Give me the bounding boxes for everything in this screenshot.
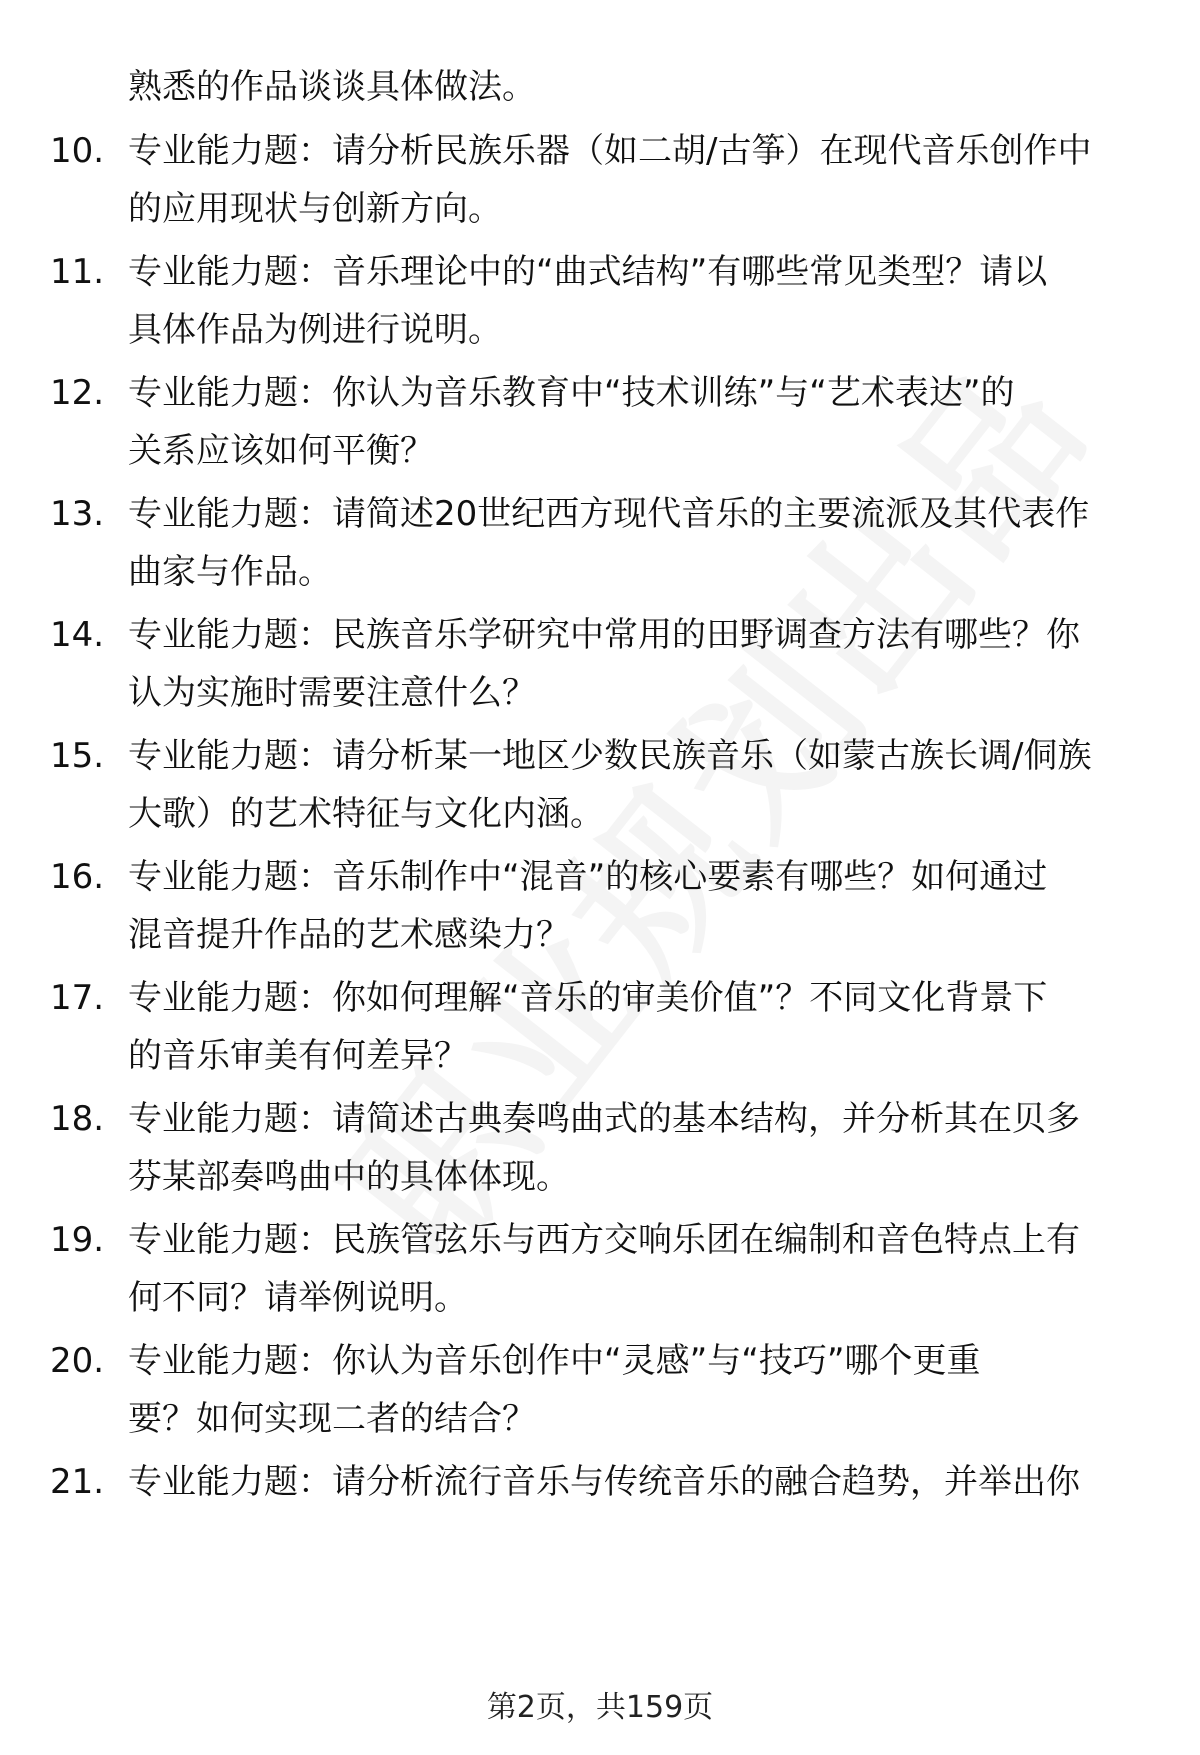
question-text (128, 848, 1158, 964)
question-text (128, 1332, 1158, 1448)
question-number: 20. (50, 1341, 105, 1381)
question-line: 大歌）的艺术特征与文化内涵。 (128, 794, 604, 834)
question-line: 芬某部奏鸣曲中的具体体现。 (128, 1157, 570, 1197)
question-line: 具体作品为例进行说明。 (128, 310, 502, 350)
question-number: 17. (50, 978, 105, 1018)
question-line: 的应用现状与创新方向。 (128, 189, 502, 229)
question-line: 专业能力题：请分析流行音乐与传统音乐的融合趋势，并举出你 (128, 1462, 1080, 1502)
question-number: 10. (50, 131, 105, 171)
question-line: 专业能力题：音乐理论中的“曲式结构”有哪些常见类型？请以 (128, 252, 1048, 292)
question-text (128, 243, 1158, 359)
question-text (128, 1090, 1158, 1206)
question-line: 专业能力题：请分析民族乐器（如二胡/古筝）在现代音乐创作中 (128, 131, 1092, 171)
question-line: 关系应该如何平衡？ (128, 431, 434, 471)
question-line: 何不同？请举例说明。 (128, 1278, 468, 1318)
question-line: 专业能力题：你认为音乐教育中“技术训练”与“艺术表达”的 (128, 373, 1015, 413)
question-line: 专业能力题：民族音乐学研究中常用的田野调查方法有哪些？你 (128, 615, 1080, 655)
question-text (128, 364, 1158, 480)
question-line: 专业能力题：你认为音乐创作中“灵感”与“技巧”哪个更重 (128, 1341, 981, 1381)
question-line: 认为实施时需要注意什么？ (128, 673, 536, 713)
question-line: 专业能力题：民族管弦乐与西方交响乐团在编制和音色特点上有 (128, 1220, 1080, 1260)
question-text (128, 969, 1158, 1085)
question-text (128, 122, 1158, 238)
question-line: 混音提升作品的艺术感染力？ (128, 915, 570, 955)
question-number: 21. (50, 1462, 105, 1502)
question-line: 要？如何实现二者的结合？ (128, 1399, 536, 1439)
question-line: 专业能力题：请简述20世纪西方现代音乐的主要流派及其代表作 (128, 494, 1090, 534)
question-number: 18. (50, 1099, 105, 1139)
question-line: 专业能力题：请分析某一地区少数民族音乐（如蒙古族长调/侗族 (128, 736, 1092, 776)
question-line: 专业能力题：你如何理解“音乐的审美价值”？不同文化背景下 (128, 978, 1048, 1018)
question-line: 曲家与作品。 (128, 552, 332, 592)
page-number-footer: 第2页，共159页 (486, 1690, 714, 1725)
question-text (128, 485, 1158, 601)
question-line: 的音乐审美有何差异？ (128, 1036, 468, 1076)
question-number: 19. (50, 1220, 105, 1260)
question-number: 13. (50, 494, 105, 534)
question-text (128, 1453, 1158, 1511)
question-number: 12. (50, 373, 105, 413)
question-number: 15. (50, 736, 105, 776)
question-text (128, 1211, 1158, 1327)
question-line: 专业能力题：请简述古典奏鸣曲式的基本结构，并分析其在贝多 (128, 1099, 1080, 1139)
question-text (128, 606, 1158, 722)
question-number: 14. (50, 615, 105, 655)
question-number: 16. (50, 857, 105, 897)
continued-question-text: 熟悉的作品谈谈具体做法。 (128, 67, 536, 107)
question-line: 专业能力题：音乐制作中“混音”的核心要素有哪些？如何通过 (128, 857, 1048, 897)
question-text (128, 727, 1158, 843)
question-number: 11. (50, 252, 105, 292)
